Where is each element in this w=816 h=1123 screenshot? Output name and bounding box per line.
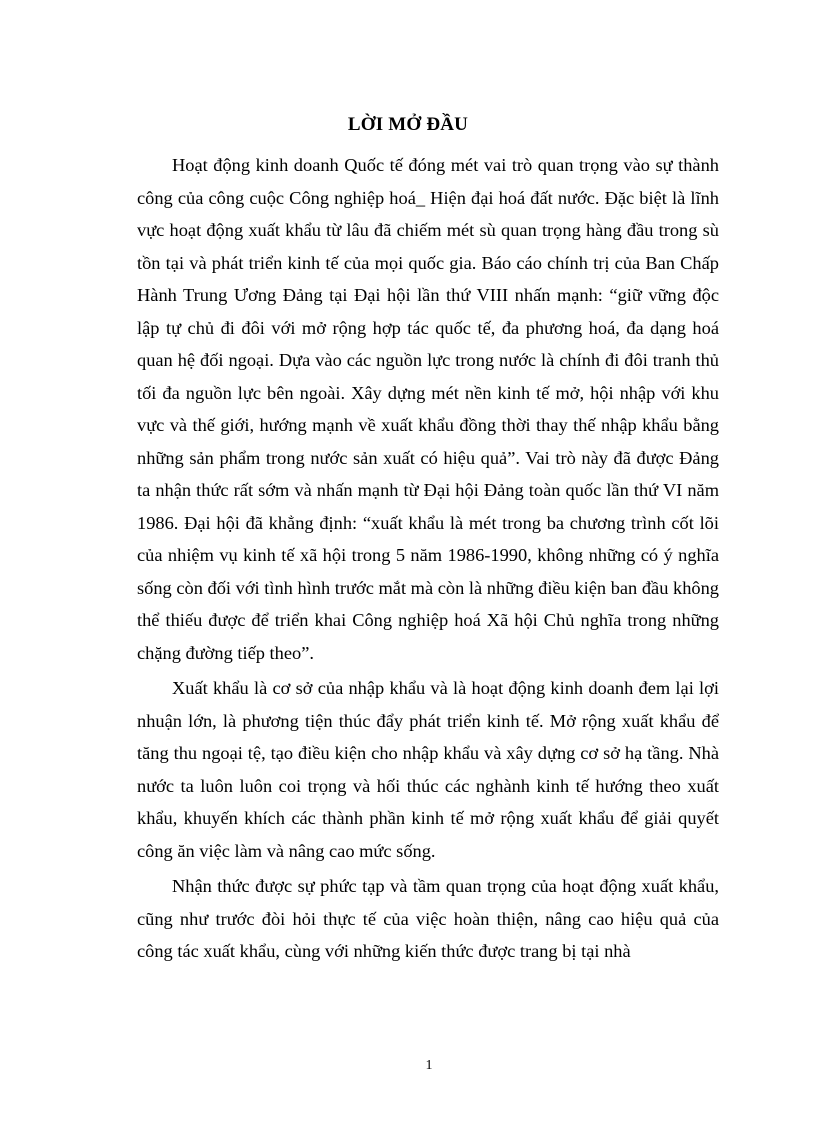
document-title: LỜI MỞ ĐẦU [347,114,469,135]
paragraph-1: Hoạt động kinh doanh Quốc tế đóng mét vai trò quan trọng vào sự thành công của công cuộc Công nghiệp hoá_ Hiện đại hoá đất nước. Đặc biệt là lĩnh vực hoạt động xuất khẩu từ lâu đã chiếm mét sù quan trọng hàng đầu trong sù tồn tại và phát triển kinh tế của mọi quốc gia. Báo cáo chính trị của Ban Chấp Hành Trung Ương Đảng tại Đại hội lần thứ VIII nhấn mạnh: “giữ vững độc lập tự chủ đi đôi với mở rộng hợp tác quốc tế, đa phương hoá, đa dạng hoá quan hệ đối ngoại. Dựa vào các nguồn lực trong nước là chính đi đôi tranh thủ tối đa nguồn lực bên ngoài. Xây dựng mét nền kinh tế mở, hội nhập với khu vực và thế giới, hướng mạnh về xuất khẩu đồng thời thay thế nhập khẩu bằng những sản phẩm trong nước sản xuất có hiệu quả”. Vai trò này đã được Đảng ta nhận thức rất sớm và nhấn mạnh từ Đại hội Đảng toàn quốc lần thứ VI năm 1986. Đại hội đã khẳng định: “xuất khẩu là mét trong ba chương trình cốt lõi của nhiệm vụ kinh tế xã hội trong 5 năm 1986-1990, không những có ý nghĩa sống còn đối với tình hình trước mắt mà còn là những điều kiện ban đầu không thể thiếu được để triển khai Công nghiệp hoá Xã hội Chủ nghĩa trong những chặng đường tiếp theo”. [137,155,719,663]
paragraph-3: Nhận thức được sự phức tạp và tầm quan trọng của hoạt động xuất khẩu, cũng như trước đòi hỏi thực tế của việc hoàn thiện, nâng cao hiệu quả của công tác xuất khẩu, cùng với những kiến thức được trang bị tại nhà [137,876,719,961]
paragraph-2: Xuất khẩu là cơ sở của nhập khẩu và là hoạt động kinh doanh đem lại lợi nhuận lớn, là phương tiện thúc đẩy phát triển kinh tế. Mở rộng xuất khẩu để tăng thu ngoại tệ, tạo điều kiện cho nhập khẩu và xây dựng cơ sở hạ tầng. Nhà nước ta luôn luôn coi trọng và hối thúc các nghành kinh tế hướng theo xuất khẩu, khuyến khích các thành phần kinh tế mở rộng xuất khẩu để giải quyết công ăn việc làm và nâng cao mức sống. [137,678,719,861]
document-body [137,149,719,971]
page-number: 1 [425,1058,433,1073]
